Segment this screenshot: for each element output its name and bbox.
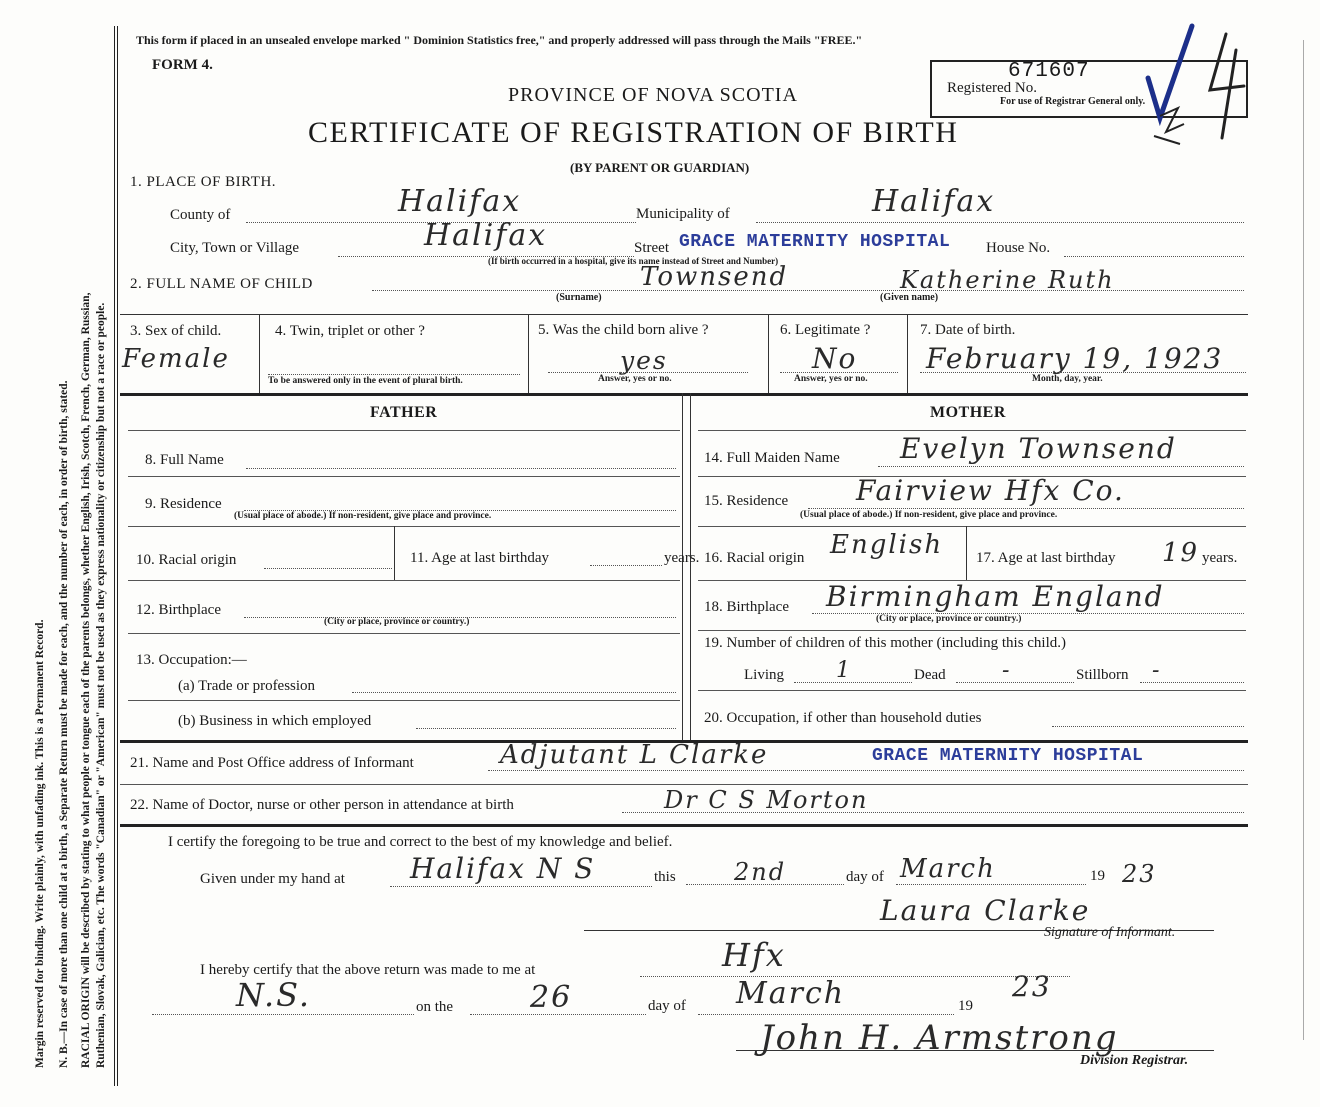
year-value: 23 bbox=[1122, 860, 1157, 888]
father-age-label: 11. Age at last birthday bbox=[410, 550, 549, 566]
city-value: Halifax bbox=[424, 218, 548, 253]
form-number: FORM 4. bbox=[152, 57, 213, 73]
reg-year-value: 23 bbox=[1012, 970, 1052, 1003]
margin-note-racial-2: Ruthenian, Slovak, Galician, etc. The words "Canadian" or "American" must not be used as they express nationality or citizenship but not a race or people. bbox=[95, 302, 107, 1068]
informant-value: Adjutant L Clarke bbox=[500, 740, 769, 770]
registrar-statement: I hereby certify that the above return was made to me at bbox=[200, 962, 536, 978]
province-heading: PROVINCE OF NOVA SCOTIA bbox=[508, 84, 798, 106]
registrar-place-value: Hfx bbox=[722, 936, 786, 974]
doctor-label: 22. Name of Doctor, nurse or other person in attendance at birth bbox=[130, 797, 514, 813]
alive-caption: Answer, yes or no. bbox=[598, 374, 672, 384]
child-name-label: 2. FULL NAME OF CHILD bbox=[130, 276, 313, 292]
mother-birthplace-value: Birmingham England bbox=[826, 580, 1165, 613]
day-value: 2nd bbox=[734, 858, 787, 886]
mother-age-value: 19 bbox=[1162, 538, 1200, 568]
father-business-label: (b) Business in which employed bbox=[178, 713, 372, 729]
municipality-value: Halifax bbox=[872, 184, 996, 219]
twin-note: To be answered only in the event of plural birth. bbox=[268, 376, 463, 386]
reg-month-value: March bbox=[736, 976, 846, 1011]
month-value: March bbox=[900, 854, 996, 884]
living-value: 1 bbox=[836, 658, 852, 683]
stillborn-label: Stillborn bbox=[1076, 667, 1129, 683]
reg-day-of-label: day of bbox=[648, 998, 686, 1014]
child-given-value: Katherine Ruth bbox=[900, 266, 1115, 294]
reg-year-prefix: 19 bbox=[958, 998, 973, 1014]
alive-label: 5. Was the child born alive ? bbox=[538, 322, 709, 338]
alive-value: yes bbox=[620, 346, 668, 375]
municipality-label: Municipality of bbox=[636, 206, 730, 222]
right-border bbox=[1303, 40, 1304, 1040]
father-occupation-label: 13. Occupation:— bbox=[136, 652, 247, 668]
mother-racial-value: English bbox=[830, 530, 944, 560]
place-of-birth-heading: 1. PLACE OF BIRTH. bbox=[130, 174, 277, 190]
legitimate-value: No bbox=[812, 342, 858, 375]
mother-children-label: 19. Number of children of this mother (including this child.) bbox=[704, 635, 1067, 651]
day-of-label: day of bbox=[846, 869, 884, 885]
given-label: Given under my hand at bbox=[200, 871, 345, 887]
registrar-signature: John H. Armstrong bbox=[760, 1018, 1119, 1058]
dob-value: February 19, 1923 bbox=[926, 342, 1224, 375]
check-mark bbox=[1140, 20, 1260, 150]
left-border bbox=[114, 26, 118, 1086]
father-age-suffix: years. bbox=[664, 550, 700, 566]
registrar-caption: Division Registrar. bbox=[1080, 1053, 1189, 1068]
hospital-note: (If birth occurred in a hospital, give its name instead of Street and Number) bbox=[488, 256, 779, 266]
county-label: County of bbox=[170, 207, 231, 223]
given-caption: (Given name) bbox=[880, 292, 939, 303]
mother-heading: MOTHER bbox=[930, 404, 1006, 421]
legitimate-label: 6. Legitimate ? bbox=[780, 322, 871, 338]
margin-note-binding: Margin reserved for binding. Write plainly, with unfading ink. This is a Permanent Record. bbox=[34, 619, 46, 1068]
mother-residence-note: (Usual place of abode.) If non-resident, give place and province. bbox=[800, 510, 1058, 520]
dob-caption: Month, day, year. bbox=[1032, 374, 1103, 384]
doctor-value: Dr C S Morton bbox=[664, 786, 869, 814]
street-stamp: GRACE MATERNITY HOSPITAL bbox=[679, 232, 951, 252]
father-residence-label: 9. Residence bbox=[145, 496, 222, 512]
legitimate-caption: Answer, yes or no. bbox=[794, 374, 868, 384]
mother-birthplace-note: (City or place, province or country.) bbox=[876, 614, 1022, 624]
father-trade-label: (a) Trade or profession bbox=[178, 678, 316, 694]
certificate-subtitle: (BY PARENT OR GUARDIAN) bbox=[570, 160, 750, 175]
father-residence-note: (Usual place of abode.) If non-resident, give place and province. bbox=[234, 511, 492, 521]
given-place-value: Halifax N S bbox=[410, 852, 596, 885]
reg-day-value: 26 bbox=[530, 980, 573, 1015]
father-name-label: 8. Full Name bbox=[145, 452, 224, 468]
father-birthplace-note: (City or place, province or country.) bbox=[324, 617, 470, 627]
sex-label: 3. Sex of child. bbox=[130, 323, 222, 339]
mother-residence-label: 15. Residence bbox=[704, 493, 789, 509]
informant-stamp: GRACE MATERNITY HOSPITAL bbox=[872, 746, 1144, 766]
father-birthplace-label: 12. Birthplace bbox=[136, 602, 221, 618]
this-label: this bbox=[654, 869, 676, 885]
house-label: House No. bbox=[986, 240, 1051, 256]
surname-caption: (Surname) bbox=[556, 292, 602, 303]
mail-note: This form if placed in an unsealed envelope marked " Dominion Statistics free," and properly addressed will pass through the Mails "FREE." bbox=[136, 33, 863, 47]
certificate-title: CERTIFICATE OF REGISTRATION OF BIRTH bbox=[308, 116, 959, 149]
father-heading: FATHER bbox=[370, 404, 438, 421]
mother-residence-value: Fairview Hfx Co. bbox=[856, 474, 1125, 507]
on-the-label: on the bbox=[416, 999, 454, 1015]
county-value: Halifax bbox=[398, 184, 522, 219]
city-label: City, Town or Village bbox=[170, 240, 300, 256]
child-surname-value: Townsend bbox=[640, 262, 789, 292]
mother-racial-label: 16. Racial origin bbox=[704, 550, 805, 566]
twin-label: 4. Twin, triplet or other ? bbox=[275, 323, 425, 339]
dead-label: Dead bbox=[914, 667, 946, 683]
dead-value: - bbox=[1002, 658, 1012, 683]
sex-value: Female bbox=[122, 344, 230, 374]
street-label: Street bbox=[634, 240, 669, 256]
informant-label: 21. Name and Post Office address of Informant bbox=[130, 755, 414, 771]
margin-note-nb: N. B.—In case of more than one child at a birth, a Separate Return must be made for each, and the number of each, in order of birth, stated. bbox=[58, 380, 70, 1068]
stillborn-value: - bbox=[1152, 658, 1162, 683]
mother-maiden-label: 14. Full Maiden Name bbox=[704, 450, 840, 466]
mother-birthplace-label: 18. Birthplace bbox=[704, 599, 789, 615]
year-prefix: 19 bbox=[1090, 868, 1105, 884]
certify-statement: I certify the foregoing to be true and correct to the best of my knowledge and belief. bbox=[168, 834, 673, 850]
mother-maiden-value: Evelyn Townsend bbox=[900, 432, 1177, 465]
informant-signature-caption: Signature of Informant. bbox=[1044, 925, 1176, 940]
registrar-place-value-2: N.S. bbox=[236, 976, 312, 1014]
father-racial-label: 10. Racial origin bbox=[136, 552, 237, 568]
mother-age-suffix: years. bbox=[1202, 550, 1238, 566]
registered-value: 671607 bbox=[1008, 60, 1090, 83]
mother-age-label: 17. Age at last birthday bbox=[976, 550, 1116, 566]
living-label: Living bbox=[744, 667, 784, 683]
registered-label: Registered No. bbox=[947, 80, 1037, 96]
dob-label: 7. Date of birth. bbox=[920, 322, 1016, 338]
informant-signature: Laura Clarke bbox=[880, 894, 1091, 927]
margin-note-racial-1: RACIAL ORIGIN will be described by stating to what people or tongue each of the parents belongs, whether English, Irish, Scotch, French, German, Russian, bbox=[80, 292, 92, 1068]
registrar-note: For use of Registrar General only. bbox=[1000, 96, 1146, 107]
mother-occupation-label: 20. Occupation, if other than household duties bbox=[704, 710, 982, 726]
